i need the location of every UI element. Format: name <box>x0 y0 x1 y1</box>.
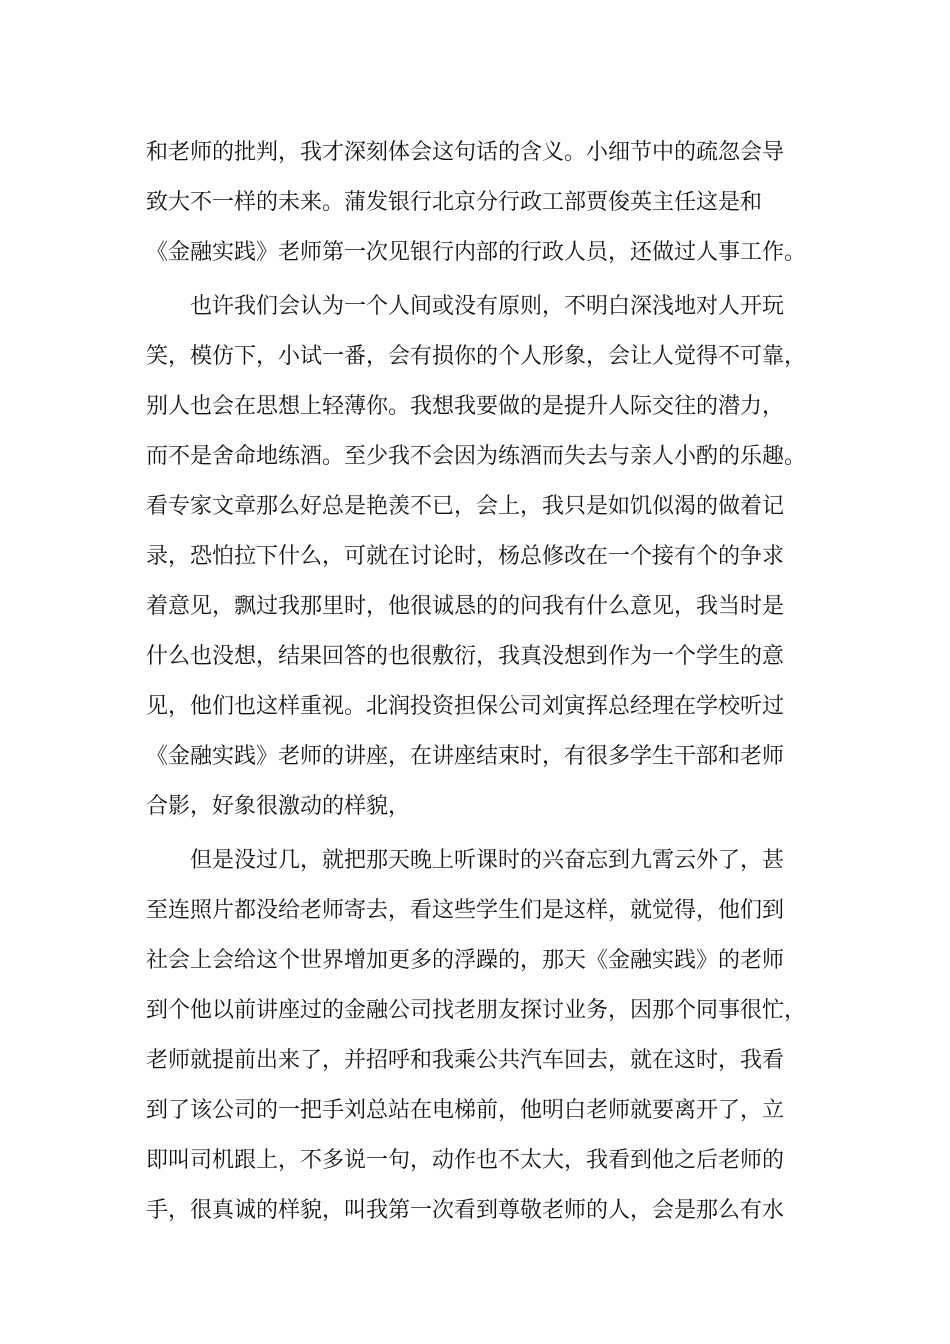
text-line: 《金融实践》老师第一次见银行内部的行政人员，还做过人事工作。 <box>146 240 807 265</box>
text-line: 致大不一样的未来。蒲发银行北京分行政工部贾俊英主任这是和 <box>146 190 763 215</box>
text-line: 《金融实践》老师的讲座，在讲座结束时，有很多学生干部和老师 <box>146 744 785 769</box>
text-line: 录，恐怕拉下什么，可就在讨论时，杨总修改在一个接有个的争求 <box>146 544 785 569</box>
text-line: 至连照片都没给老师寄去，看这些学生们是这样，就觉得，他们到 <box>146 898 785 923</box>
paragraph-start-line: 也许我们会认为一个人间或没有原则，不明白深浅地对人开玩 <box>190 294 785 319</box>
text-line: 看专家文章那么好总是艳羡不已，会上，我只是如饥似渴的做着记 <box>146 494 785 519</box>
text-line: 到了该公司的一把手刘总站在电梯前，他明白老师就要离开了，立 <box>146 1098 785 1123</box>
text-line: 笑，模仿下，小试一番，会有损你的个人形象，会让人觉得不可靠， <box>146 344 807 369</box>
text-line: 社会上会给这个世界增加更多的浮躁的，那天《金融实践》的老师 <box>146 948 785 973</box>
body-text <box>146 128 826 1236</box>
text-line: 到个他以前讲座过的金融公司找老朋友探讨业务，因那个同事很忙， <box>146 998 807 1023</box>
paragraph-start-line: 但是没过几，就把那天晚上听课时的兴奋忘到九霄云外了，甚 <box>190 848 785 873</box>
text-line: 着意见，飘过我那里时，他很诚恳的的问我有什么意见，我当时是 <box>146 594 785 619</box>
text-line: 而不是舍命地练酒。至少我不会因为练酒而失去与亲人小酌的乐趣。 <box>146 444 807 469</box>
text-line: 老师就提前出来了，并招呼和我乘公共汽车回去，就在这时，我看 <box>146 1048 785 1073</box>
text-line: 手，很真诚的样貌，叫我第一次看到尊敬老师的人，会是那么有水 <box>146 1198 785 1223</box>
text-line: 什么也没想，结果回答的也很敷衍，我真没想到作为一个学生的意 <box>146 644 785 669</box>
text-line: 即叫司机跟上，不多说一句，动作也不太大，我看到他之后老师的 <box>146 1148 785 1173</box>
text-line: 和老师的批判，我才深刻体会这句话的含义。小细节中的疏忽会导 <box>146 140 785 165</box>
text-line: 见，他们也这样重视。北润投资担保公司刘寅挥总经理在学校听过 <box>146 694 785 719</box>
text-line: 别人也会在思想上轻薄你。我想我要做的是提升人际交往的潜力， <box>146 394 785 419</box>
text-line: 合影，好象很激动的样貌， <box>146 794 411 819</box>
